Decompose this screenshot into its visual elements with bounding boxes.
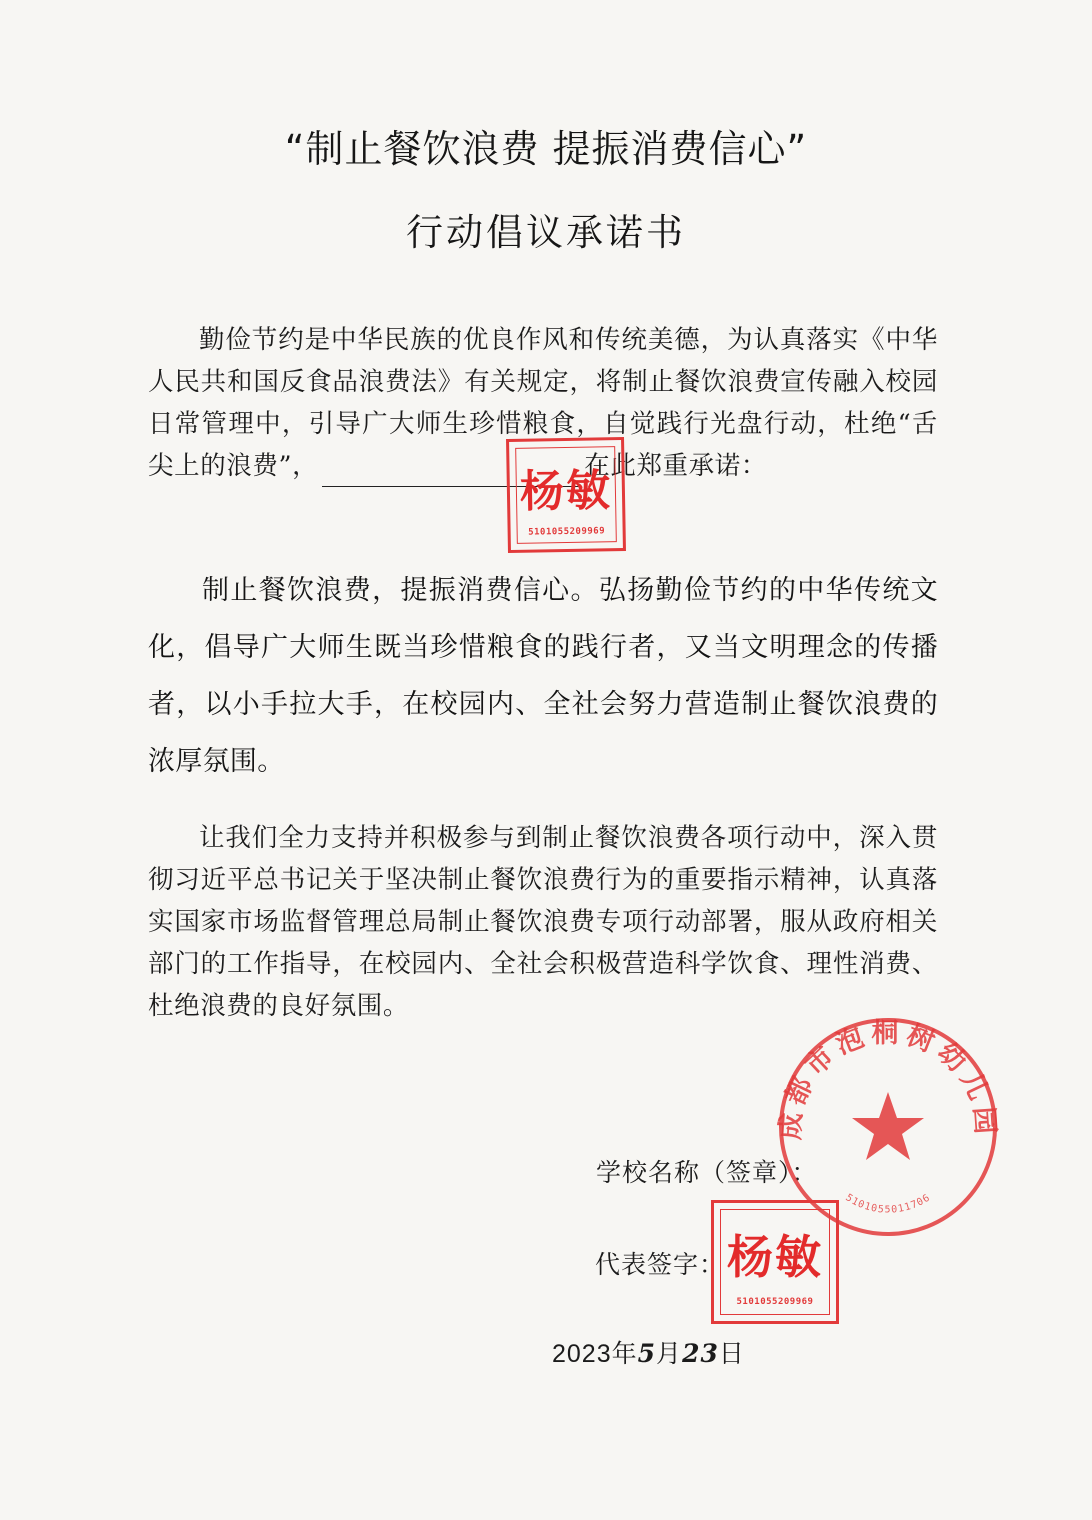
date-year: 2023 bbox=[552, 1340, 612, 1368]
school-name-label: 学校名称（签章）： bbox=[596, 1158, 818, 1187]
paragraph-1-text: 勤俭节约是中华民族的优良作风和传统美德，为认真落实《中华人民共和国反食品浪费法》有关规定，将制止餐饮浪费宣传融入校园日常管理中，引导广大师生珍惜粮食，自觉践行光盘行动，杜绝“舌尖上的浪费”， bbox=[148, 325, 938, 481]
date-year-suffix: 年 bbox=[611, 1340, 638, 1368]
seal-code: 5101055209969 bbox=[736, 1297, 814, 1307]
date-line bbox=[552, 1334, 745, 1370]
seal-name: 杨敏 bbox=[519, 465, 613, 518]
document-title-line1: “制止餐饮浪费 提振消费信心” bbox=[284, 127, 808, 171]
seal-star-icon bbox=[852, 1092, 924, 1160]
paragraph-3: 让我们全力支持并积极参与到制止餐饮浪费各项行动中，深入贯彻习近平总书记关于坚决制止餐饮浪费行为的重要指示精神，认真落实国家市场监督管理总局制止餐饮浪费专项行动部署，服从政府相关部门的工作指导，在校园内、全社会积极营造科学饮食、理性消费、杜绝浪费的良好氛围。 bbox=[148, 823, 938, 1021]
date-day-handwritten: 23 bbox=[682, 1339, 719, 1368]
representative-signature-label: 代表签字： bbox=[595, 1250, 726, 1279]
seal-name: 杨敏 bbox=[727, 1230, 823, 1284]
seal-bottom-code: 5101055011706 bbox=[843, 1192, 933, 1216]
date-month-suffix: 月 bbox=[656, 1340, 683, 1368]
seal-arc-text: 成都市泡桐树幼儿园 bbox=[775, 1018, 1001, 1141]
seal-code: 5101055209969 bbox=[528, 526, 606, 538]
document-title-line2: 行动倡议承诺书 bbox=[406, 211, 686, 254]
personal-seal-stamp bbox=[506, 437, 626, 553]
paragraph-1-tail: 在此郑重承诺： bbox=[584, 451, 767, 481]
paragraph-2: 制止餐饮浪费，提振消费信心。弘扬勤俭节约的中华传统文化，倡导广大师生既当珍惜粮食的践行者，又当文明理念的传播者，以小手拉大手，在校园内、全社会努力营造制止餐饮浪费的浓厚氛围。 bbox=[148, 575, 938, 777]
date-day-suffix: 日 bbox=[718, 1340, 745, 1368]
representative-seal-stamp bbox=[711, 1200, 839, 1324]
date-month-handwritten: 5 bbox=[637, 1339, 657, 1368]
